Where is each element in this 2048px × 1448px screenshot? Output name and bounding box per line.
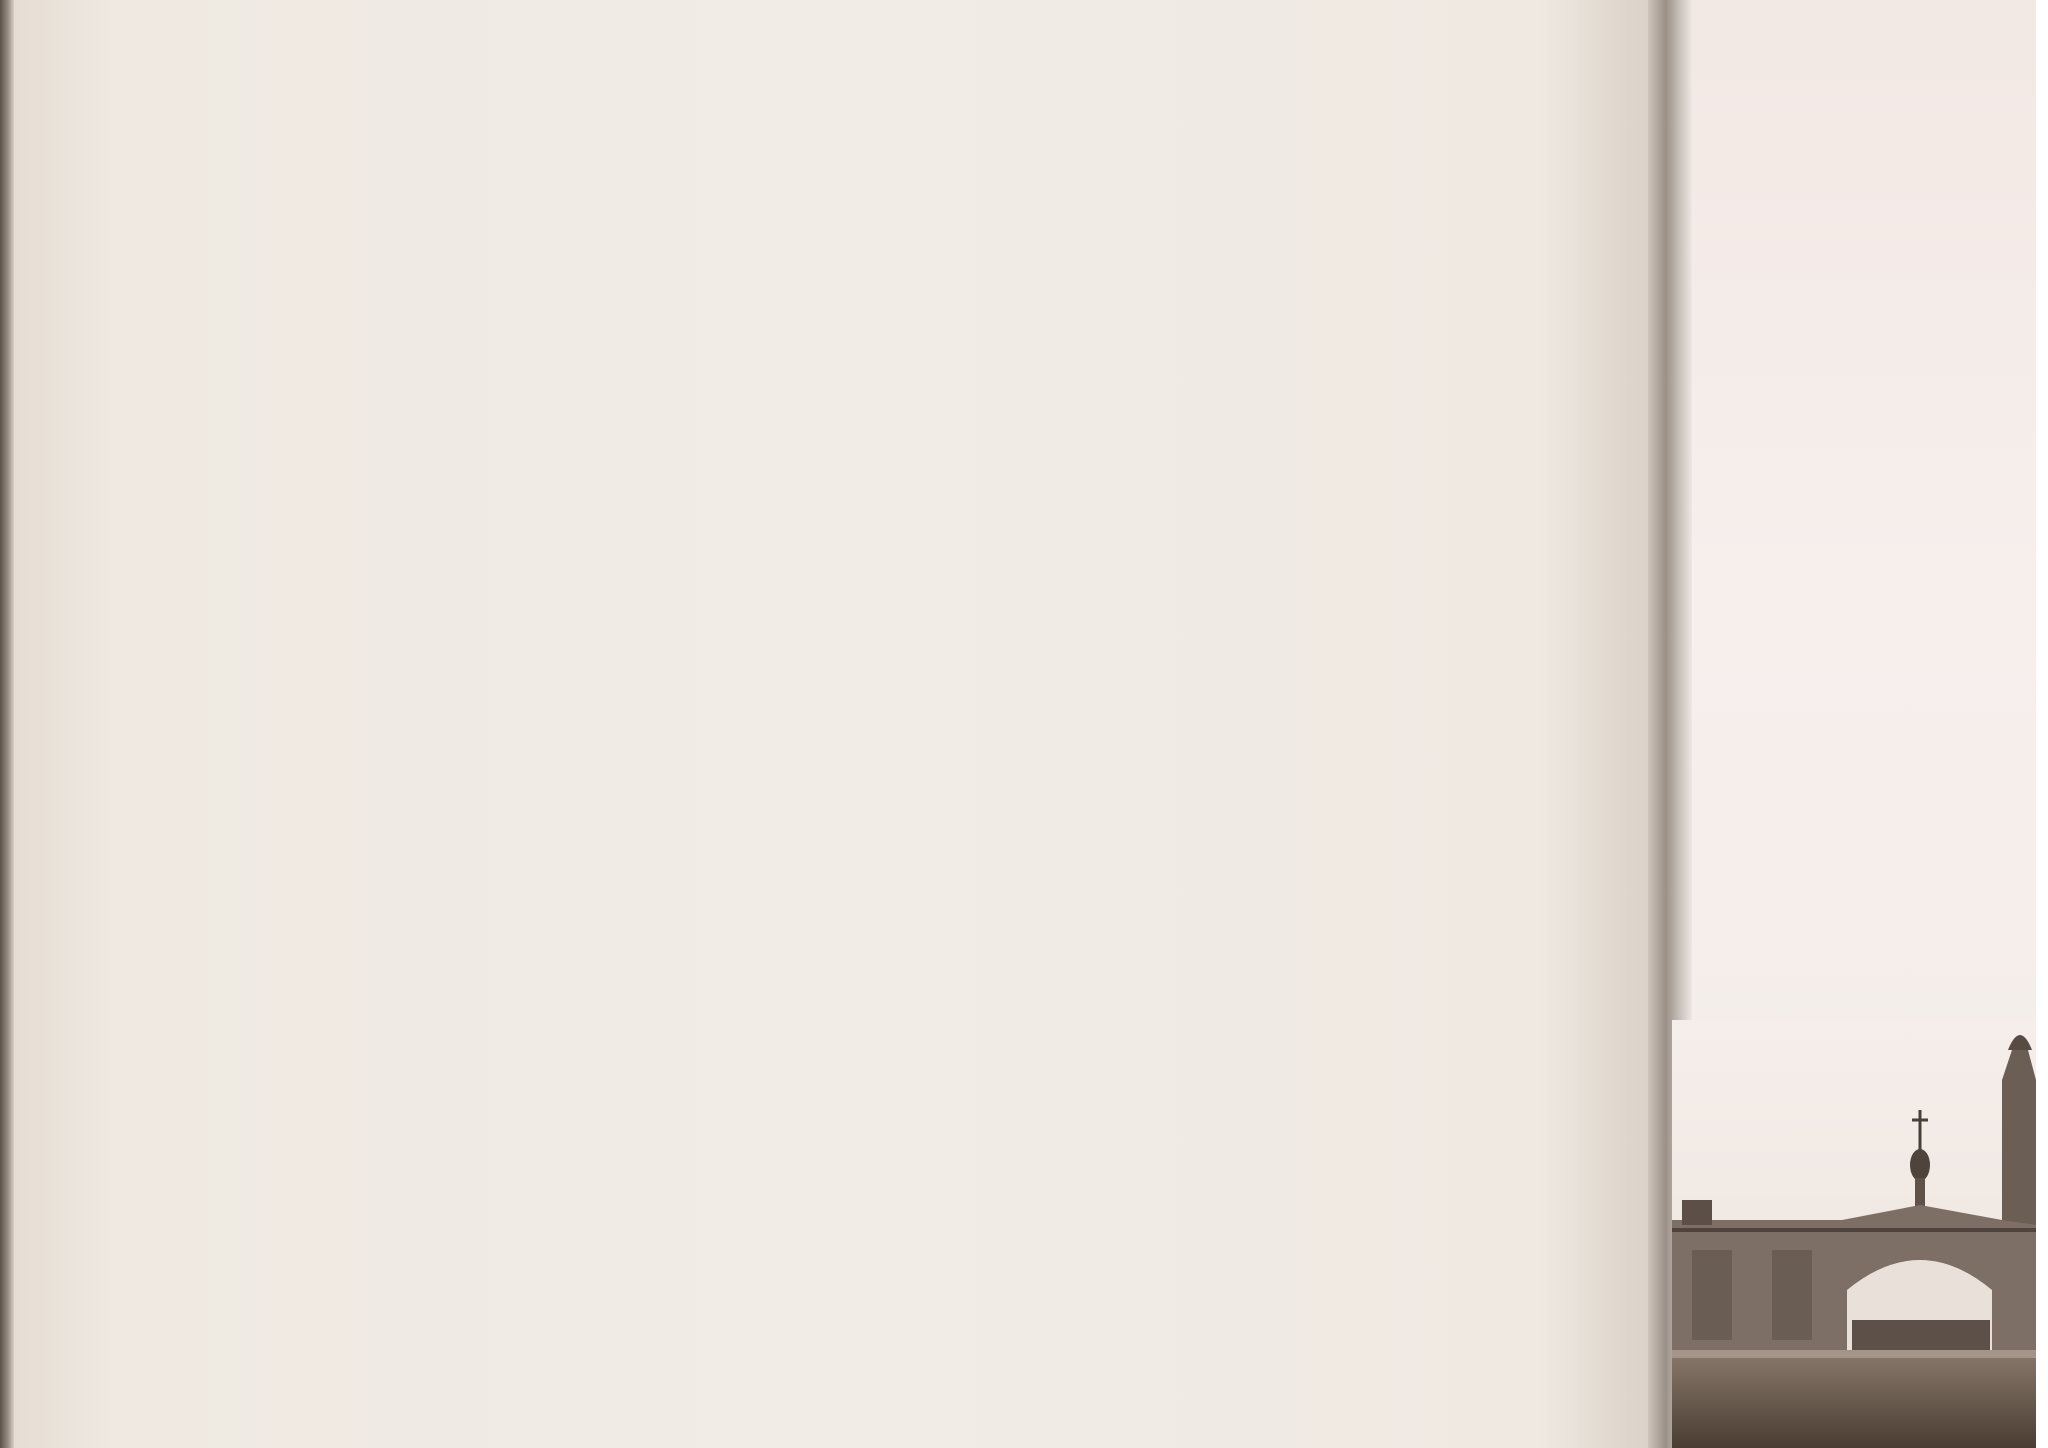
- vertical-ornament-border: [120, 0, 176, 1448]
- page-edge: [2036, 0, 2048, 1448]
- left-text-column: [283, 440, 849, 474]
- right-text-column: [886, 445, 1462, 467]
- church-gate-photo: [1672, 1020, 2036, 1448]
- horizontal-ornament-band: [276, 166, 1472, 218]
- page-edge-shadow: [0, 0, 14, 1448]
